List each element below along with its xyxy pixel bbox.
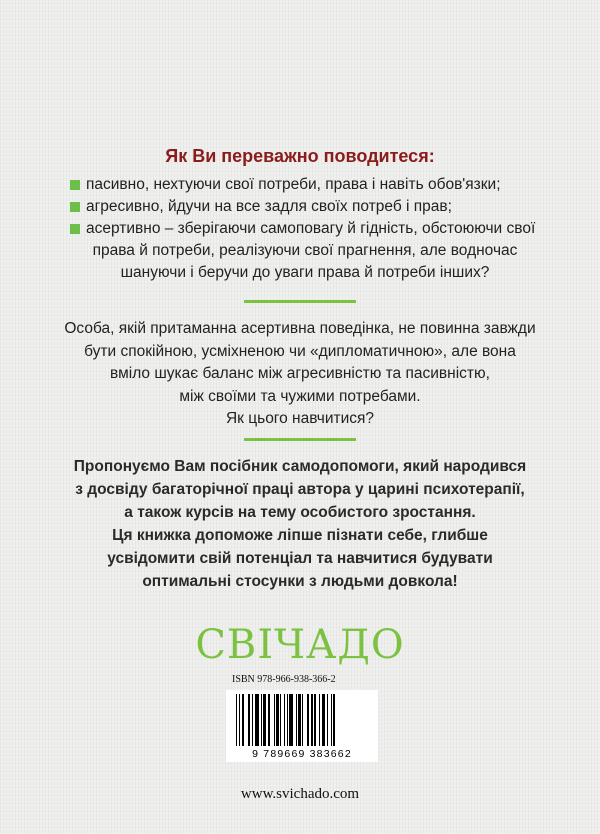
barcode-bars [236, 694, 370, 746]
green-divider [244, 300, 356, 303]
barcode [226, 690, 378, 762]
paragraph-line: з досвіду багаторічної праці автора у царині психотерапії, [75, 481, 525, 498]
bullet-text: агресивно, йдучи на все задля своїх потреб і прав; [86, 198, 452, 215]
isbn-label: ISBN 978-966-938-366-2 [232, 674, 336, 685]
book-pitch-paragraph [40, 455, 560, 593]
paragraph-line: а також курсів на тему особистого зростання. [124, 504, 476, 521]
bullet-text: асертивно – зберігаючи самоповагу й гідність, обстоюючи свої [86, 220, 536, 237]
paragraph-line: між своїми та чужими потребами. [179, 387, 421, 405]
bullet-item-aggressive [70, 196, 540, 218]
barcode-stripe [335, 694, 336, 746]
bullet-item-assertive [70, 218, 540, 240]
green-square-bullet-icon [70, 202, 80, 212]
assertive-description-paragraph [40, 318, 560, 431]
green-square-bullet-icon [70, 224, 80, 234]
green-square-bullet-icon [70, 180, 80, 190]
bullet-list [70, 174, 540, 284]
paragraph-line: вміло шукає баланс між агресивністю та пасивністю, [110, 365, 490, 382]
barcode-digits: 9 789669 383662 [252, 748, 352, 760]
bullet-text-continued: права й потреби, реалізуючи свої прагнення, але водночас [92, 242, 518, 259]
paragraph-line: Пропонуємо Вам посібник самодопомоги, який народився [73, 458, 527, 475]
green-divider [244, 438, 356, 441]
paragraph-line: Як цього навчитися? [225, 410, 375, 427]
cover-heading: Як Ви переважно поводитеся: [165, 146, 435, 166]
bullet-text-continued: шануючи і беручи до уваги права й потреби інших? [120, 264, 490, 281]
paragraph-line: Особа, якій притаманна асертивна поведінка, не повинна завжди [64, 320, 536, 337]
paragraph-line: бути спокійною, усміхненою чи «дипломатичною», але вона [84, 342, 516, 360]
bullet-item-passive [70, 174, 540, 196]
publisher-website: www.svichado.com [240, 786, 360, 802]
paragraph-line: Ця книжка допоможе ліпше пізнати себе, глибше [112, 527, 488, 544]
bullet-text: пасивно, нехтуючи свої потреби, права і навіть обов'язки; [86, 176, 501, 193]
paragraph-line: усвідомити свій потенціал та навчитися будувати [107, 550, 493, 567]
publisher-logo: СВІЧАДО [195, 622, 405, 668]
paragraph-line: оптимальні стосунки з людьми довкола! [142, 573, 458, 590]
